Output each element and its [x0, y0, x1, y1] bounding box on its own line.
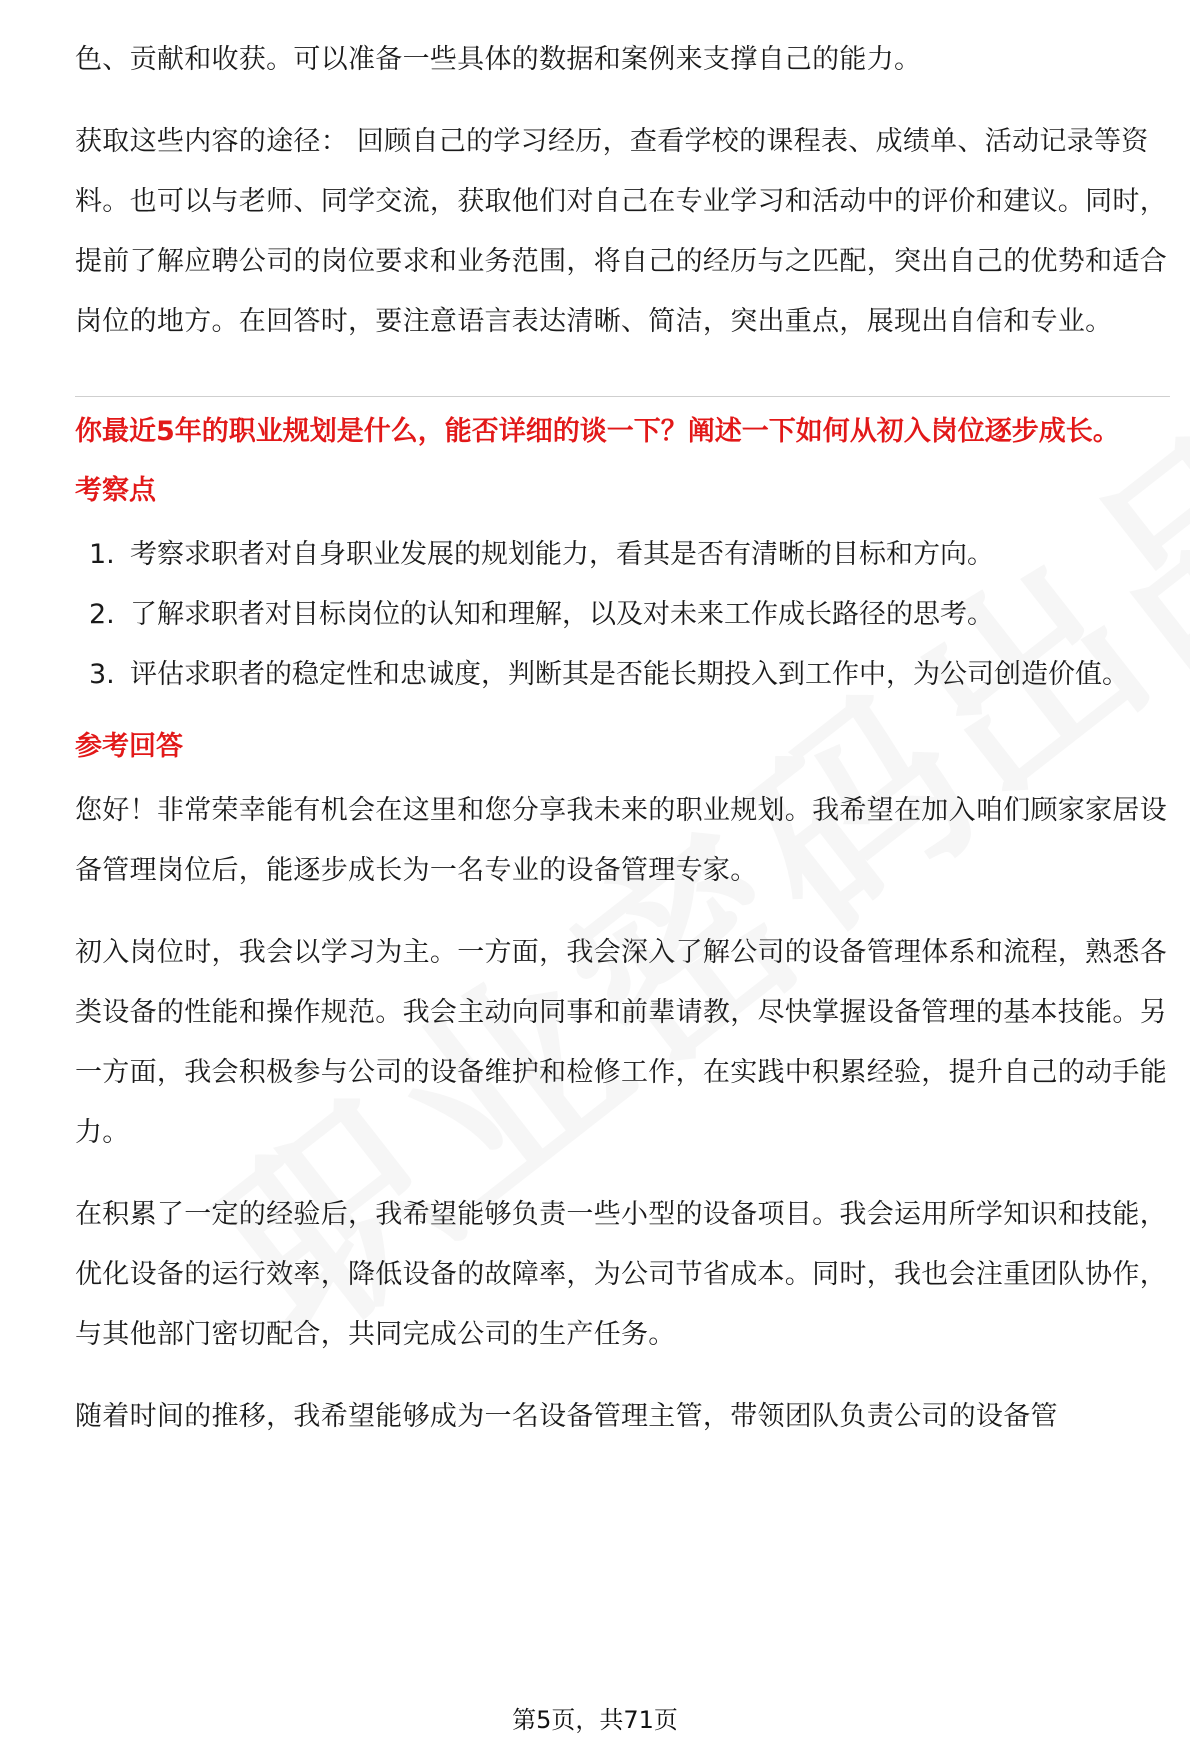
list-item-text: 考察求职者对自身职业发展的规划能力，看其是否有清晰的目标和方向。 [130, 539, 994, 570]
list-number: 3. [89, 659, 115, 690]
document-page [75, 30, 1170, 1447]
focus-heading: 考察点 [75, 475, 156, 506]
list-item-text: 评估求职者的稳定性和忠诚度，判断其是否能长期投入到工作中，为公司创造价值。 [130, 659, 1129, 690]
list-number: 2. [89, 599, 115, 630]
list-item [75, 525, 1170, 585]
page-footer: 第5页，共71页 [512, 1706, 678, 1734]
list-item [75, 645, 1170, 705]
answer-paragraph: 随着时间的推移，我希望能够成为一名设备管理主管，带领团队负责公司的设备管 [75, 1401, 1058, 1432]
answer-paragraph: 您好！非常荣幸能有机会在这里和您分享我未来的职业规划。我希望在加入咱们顾家家居设备管理岗位后，能逐步成长为一名专业的设备管理专家。 [75, 795, 1167, 886]
intro-ways-paragraph: 获取这些内容的途径： 回顾自己的学习经历，查看学校的课程表、成绩单、活动记录等资料。也可以与老师、同学交流，获取他们对自己在专业学习和活动中的评价和建议。同时，提前了解应聘公司的岗位要求和业务范围，将自己的经历与之匹配，突出自己的优势和适合岗位的地方。在回答时，要注意语言表达清晰、简洁，突出重点，展现出自信和专业。 [75, 126, 1167, 337]
answer-paragraph: 初入岗位时，我会以学习为主。一方面，我会深入了解公司的设备管理体系和流程，熟悉各类设备的性能和操作规范。我会主动向同事和前辈请教，尽快掌握设备管理的基本技能。另一方面，我会积极参与公司的设备维护和检修工作，在实践中积累经验，提升自己的动手能力。 [75, 937, 1167, 1148]
intro-continuation: 色、贡献和收获。可以准备一些具体的数据和案例来支撑自己的能力。 [75, 44, 922, 75]
section-divider [75, 396, 1170, 397]
question-title: 你最近5年的职业规划是什么，能否详细的谈一下？阐述一下如何从初入岗位逐步成长。 [75, 416, 1120, 447]
answer-heading: 参考回答 [75, 731, 183, 762]
list-number: 1. [89, 539, 115, 570]
answer-paragraph: 在积累了一定的经验后，我希望能够负责一些小型的设备项目。我会运用所学知识和技能，优化设备的运行效率，降低设备的故障率，为公司节省成本。同时，我也会注重团队协作，与其他部门密切配合，共同完成公司的生产任务。 [75, 1199, 1167, 1350]
list-item [75, 585, 1170, 645]
focus-list [75, 525, 1170, 705]
list-item-text: 了解求职者对目标岗位的认知和理解，以及对未来工作成长路径的思考。 [130, 599, 994, 630]
